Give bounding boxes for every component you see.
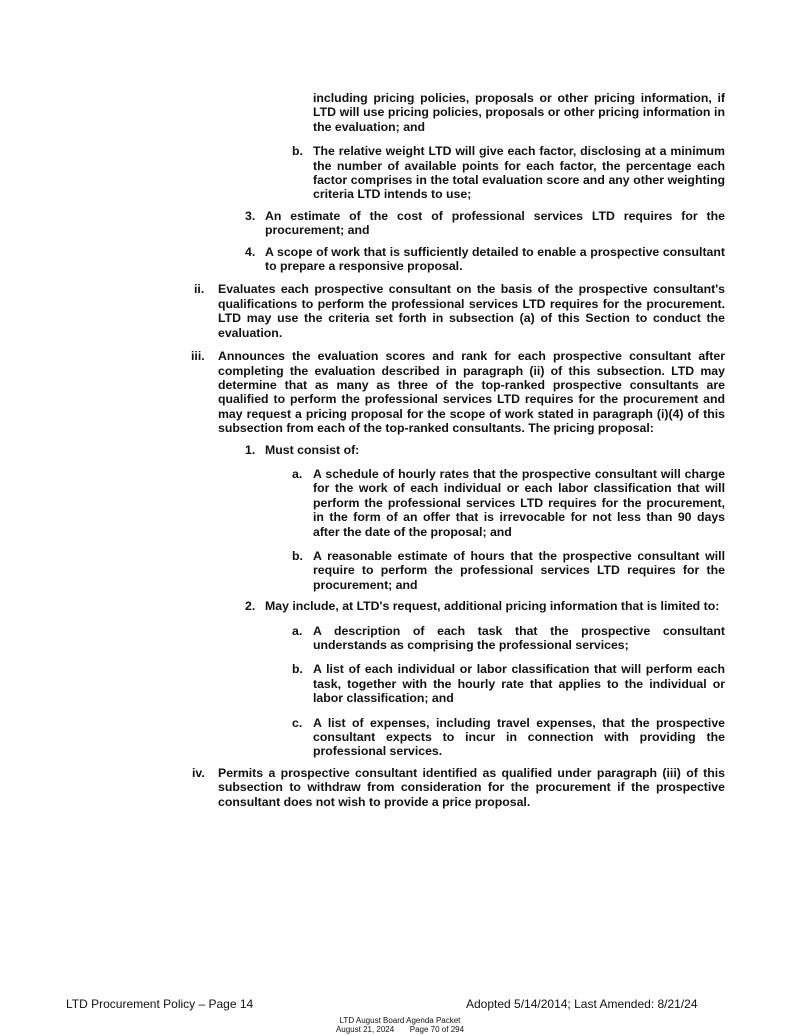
item-marker: c. xyxy=(292,715,303,730)
list-item xyxy=(292,715,725,759)
item-text: An estimate of the cost of professional services LTD requires for the procurement; and xyxy=(265,208,725,238)
item-text: The relative weight LTD will give each factor, disclosing at a minimum the number of available points for each factor, the percentage each factor comprises in the total evaluation score and any other weighting criteria LTD intends to use; xyxy=(313,144,725,202)
packet-title: LTD August Board Agenda Packet xyxy=(339,1016,461,1025)
agenda-packet-stamp xyxy=(0,1016,800,1034)
footer-adoption-date: Adopted 5/14/2014; Last Amended: 8/21/24 xyxy=(466,997,698,1011)
item-marker: a. xyxy=(292,466,303,481)
list-item xyxy=(292,466,725,539)
item-marker: 4. xyxy=(245,244,256,259)
list-item xyxy=(313,91,725,134)
item-marker: 3. xyxy=(245,208,256,223)
item-text: Evaluates each prospective consultant on the basis of the prospective consultant's qualifications to perform the professional services LTD requires for the procurement. LTD may use the criteria set forth in subsection (a) of this Section to conduct the evaluation. xyxy=(218,282,725,340)
item-text: A scope of work that is sufficiently detailed to enable a prospective consultant to prepare a responsive proposal. xyxy=(265,244,725,274)
item-marker: a. xyxy=(292,623,303,638)
item-text: A list of each individual or labor classification that will perform each task, together with the hourly rate that applies to the individual or labor classification; and xyxy=(313,662,725,706)
list-item xyxy=(292,662,725,706)
item-marker: 2. xyxy=(245,599,256,614)
list-item xyxy=(191,349,725,436)
item-text: A description of each task that the prospective consultant understands as comprising the professional services; xyxy=(313,623,725,652)
item-text: A reasonable estimate of hours that the prospective consultant will require to perform the professional services LTD requires for the procurement; and xyxy=(313,548,725,592)
item-marker: iii. xyxy=(191,349,205,364)
item-marker: b. xyxy=(292,662,303,677)
item-marker: b. xyxy=(292,548,303,563)
list-item xyxy=(245,244,725,274)
list-item xyxy=(245,442,725,457)
packet-page: August 21, 2024 Page 70 of 294 xyxy=(335,1025,465,1034)
item-marker: iv. xyxy=(192,765,205,780)
list-item xyxy=(192,765,725,809)
item-marker: b. xyxy=(292,144,303,159)
item-marker: 1. xyxy=(245,442,256,457)
list-item xyxy=(292,144,725,202)
item-text: A schedule of hourly rates that the prospective consultant will charge for the work of each individual or each labor classification that will perform the professional services LTD requires for the procurement, in the form of an offer that is irrevocable for not less than 90 days after the date of the proposal; and xyxy=(313,466,725,539)
footer-page-label: LTD Procurement Policy – Page 14 xyxy=(66,997,254,1011)
item-text: including pricing policies, proposals or other pricing information, if LTD will use pricing policies, proposals or other pricing information in the evaluation; and xyxy=(313,91,725,134)
list-item xyxy=(292,548,725,592)
item-text: Must consist of: xyxy=(265,442,360,457)
document-body xyxy=(0,91,800,809)
list-item xyxy=(194,282,725,340)
list-item xyxy=(292,623,725,653)
item-text: Announces the evaluation scores and rank for each prospective consultant after completing the evaluation described in paragraph (ii) of this subsection. LTD may determine that as many as three of the top-ranked prospective consultants are qualified to perform the professional services LTD requires for the procurement and may request a pricing proposal for the scope of work stated in paragraph (i)(4) of this subsection from each of the top-ranked consultants. The pricing proposal: xyxy=(218,349,725,436)
list-item xyxy=(245,208,725,238)
list-item xyxy=(245,599,725,614)
item-marker: ii. xyxy=(194,282,205,297)
item-text: A list of expenses, including travel expenses, that the prospective consultant expects to incur in connection with providing the professional services. xyxy=(313,715,725,759)
item-text: Permits a prospective consultant identified as qualified under paragraph (iii) of this subsection to withdraw from consideration for the procurement if the prospective consultant does not wish to provide a price proposal. xyxy=(218,765,725,809)
item-text: May include, at LTD's request, additional pricing information that is limited to: xyxy=(265,599,720,614)
